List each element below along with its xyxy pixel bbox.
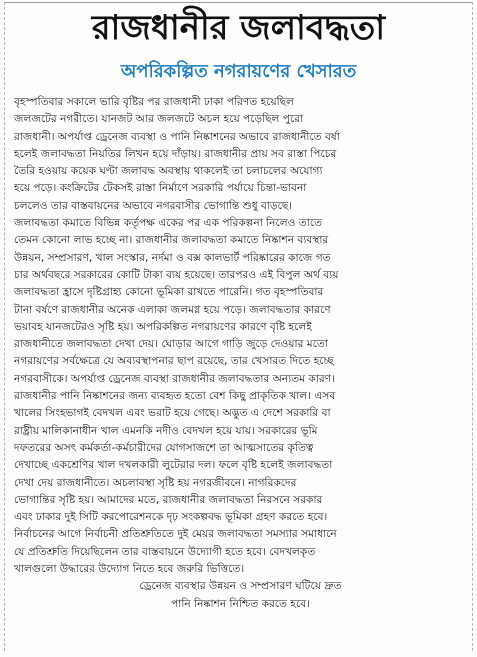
top-border-rule [4, 2, 473, 3]
article-text-line: নগরায়ণের সর্বক্ষেত্রে যে অব্যবস্থাপনার ছাপ রয়েছে, তার খেসারত দিতে হচ্ছে [14, 355, 334, 368]
left-column-rule [4, 2, 5, 651]
article-text-line: রাজধানীর পানি নিষ্কাশনের জন্য ব্যবহৃত হতো বেশ কিছু প্রাকৃতিক খাল। এসব [14, 390, 336, 403]
article-text-line: যে প্রতিশ্রুতি দিয়েছিলেন তার বাস্তবায়নে উদ্যোগী হতে হবে। বেদখলকৃত [14, 545, 316, 558]
article-subheadline: অপরিকল্পিত নগরায়ণের খেসারত [120, 61, 357, 82]
article-text-line: জলাবদ্ধতা কমাতে বিভিন্ন কর্তৃপক্ষ একের পর এক পরিকল্পনা নিলেও তাতে [14, 217, 323, 230]
article-text-line: দেখা দেয় রাজধানীতে। অচলাবস্থা সৃষ্টি হয় নগরজীবনে। নাগরিকদের [14, 476, 297, 489]
article-body [14, 94, 467, 613]
article-text-line: দফতরের অসৎ কর্মকর্তা-কর্মচারীদের যোগসাজশে তা আত্মসাতের কৃতিত্ব [14, 441, 314, 454]
article-text-line: এবং ঢাকার দুই সিটি করপোরেশনকে দৃঢ় সংকল্পবদ্ধ ভূমিকা গ্রহণ করতে হবে। [14, 511, 328, 524]
article-text-line: রাজধানীতে জলাবদ্ধতা দেখা দেয়। ঘোড়ার আগে গাড়ি জুড়ে দেওয়ার মতো [14, 338, 328, 351]
article-text-line: টানা বর্ষণে রাজধানীর অনেক এলাকা জলমগ্ন হয়ে পড়ে। জলাবদ্ধতার কারণে [14, 303, 331, 316]
article-text-line: হয়ে পড়ে। কংক্রিটের টেকসই রাস্তা নির্মাণে সরকারি পর্যায়ে চিন্তা-ভাবনা [14, 182, 307, 195]
article-text-line: জলাবদ্ধতা হ্রাসে দৃষ্টিগ্রাহ্য কোনো ভূমিকা রাখতে পারেনি। গত বৃহস্পতিবার [14, 286, 324, 299]
right-column-rule [472, 2, 473, 651]
article-text-line: চার অর্থবছরে সরকারের কোটি টাকা ব্যয় হয়েছে। তারপরও এই বিপুল অর্থ ব্যয় [14, 268, 339, 281]
article-text-line: চললেও তার বাস্তবায়নের অভাবে নগরবাসীর ভোগান্তি শুধু বাড়ছে। [14, 199, 293, 212]
article-text-line: উন্নয়ন, সম্প্রসারণ, খাল সংস্কার, নর্দমা ও বক্স কালভার্ট পরিষ্কারের কাজে গত [14, 251, 331, 264]
article-text-line: ড্রেনেজ ব্যবস্থার উন্নয়ন ও সম্প্রসারণ ঘটিয়ে দ্রুত [139, 580, 342, 593]
article-text-line: হলেই জলাবদ্ধতা নিয়তির লিখন হয়ে দাঁড়ায়। রাজধানীর প্রায় সব রাস্তা পিচের [14, 147, 337, 160]
article-text-line: নগরবাসীকে। অপর্যাপ্ত ড্রেনেজ ব্যবস্থা রাজধানীর জলাবদ্ধতার অন্যতম কারণ। [14, 372, 335, 385]
article-text-line: খালের সিংহভাগই বেদখল এবং ভরাট হয়ে গেছে। অদ্ভুত এ দেশে সরকারি বা [14, 407, 331, 420]
article-text-line: তেমন কোনো লাভ হচ্ছে না। রাজধানীর জলাবদ্ধতা কমাতে নিষ্কাশন ব্যবস্থার [14, 234, 329, 247]
article-text-line: রাষ্ট্রীয় মালিকানাধীন খাল এমনকি নদীও বেদখল হয়ে যায়। সরকারের ভূমি [14, 424, 318, 437]
article-text-line: বৃহস্পতিবার সকালে ভারি বৃষ্টির পর রাজধানী ঢাকা পরিণত হয়েছিল [14, 96, 295, 108]
article-text-line: জলজটের নগরীতে। যানজট আর জলজটে অচল হয়ে পড়েছিল পুরো [14, 113, 304, 126]
article-text-line: ভোগান্তির সৃষ্টি হয়। আমাদের মতে, রাজধানীর জলাবদ্ধতা নিরসনে সরকার [14, 493, 323, 506]
article-text-line: খালগুলো উদ্ধারের উদ্যোগ নিতে হবে জরুরি ভিত্তিতে। [14, 563, 245, 576]
article-text-line: পানি নিষ্কাশন নিশ্চিত করতে হবে। [171, 597, 310, 610]
article-headline: রাজধানীর জলাবদ্ধতা [91, 8, 386, 48]
article-text-line: তৈরি হওয়ায় কয়েক ঘণ্টা জলাবদ্ধ অবস্থায় থাকলেই তা চলাচলের অযোগ্য [14, 165, 323, 178]
article-text-line: নির্বাচনের আগে নির্বাচনী প্রতিশ্রুতিতে দুই মেয়র জলাবদ্ধতা সমস্যার সমাধানে [14, 528, 337, 541]
article-text-line: দেখাচ্ছে একশ্রেণির খাল দখলকারী লুটেরার দল। ফলে বৃষ্টি হলেই জলাবদ্ধতা [14, 459, 333, 472]
article-text-line: ভয়াবহ যানজটেরও সৃষ্টি হয়। অপরিকল্পিত নগরায়ণের কারণে বৃষ্টি হলেই [14, 320, 312, 333]
article-text-line: রাজধানী। অপর্যাপ্ত ড্রেনেজ ব্যবস্থা ও পানি নিষ্কাশনের অভাবে রাজধানীতে বর্ষা [14, 130, 340, 143]
